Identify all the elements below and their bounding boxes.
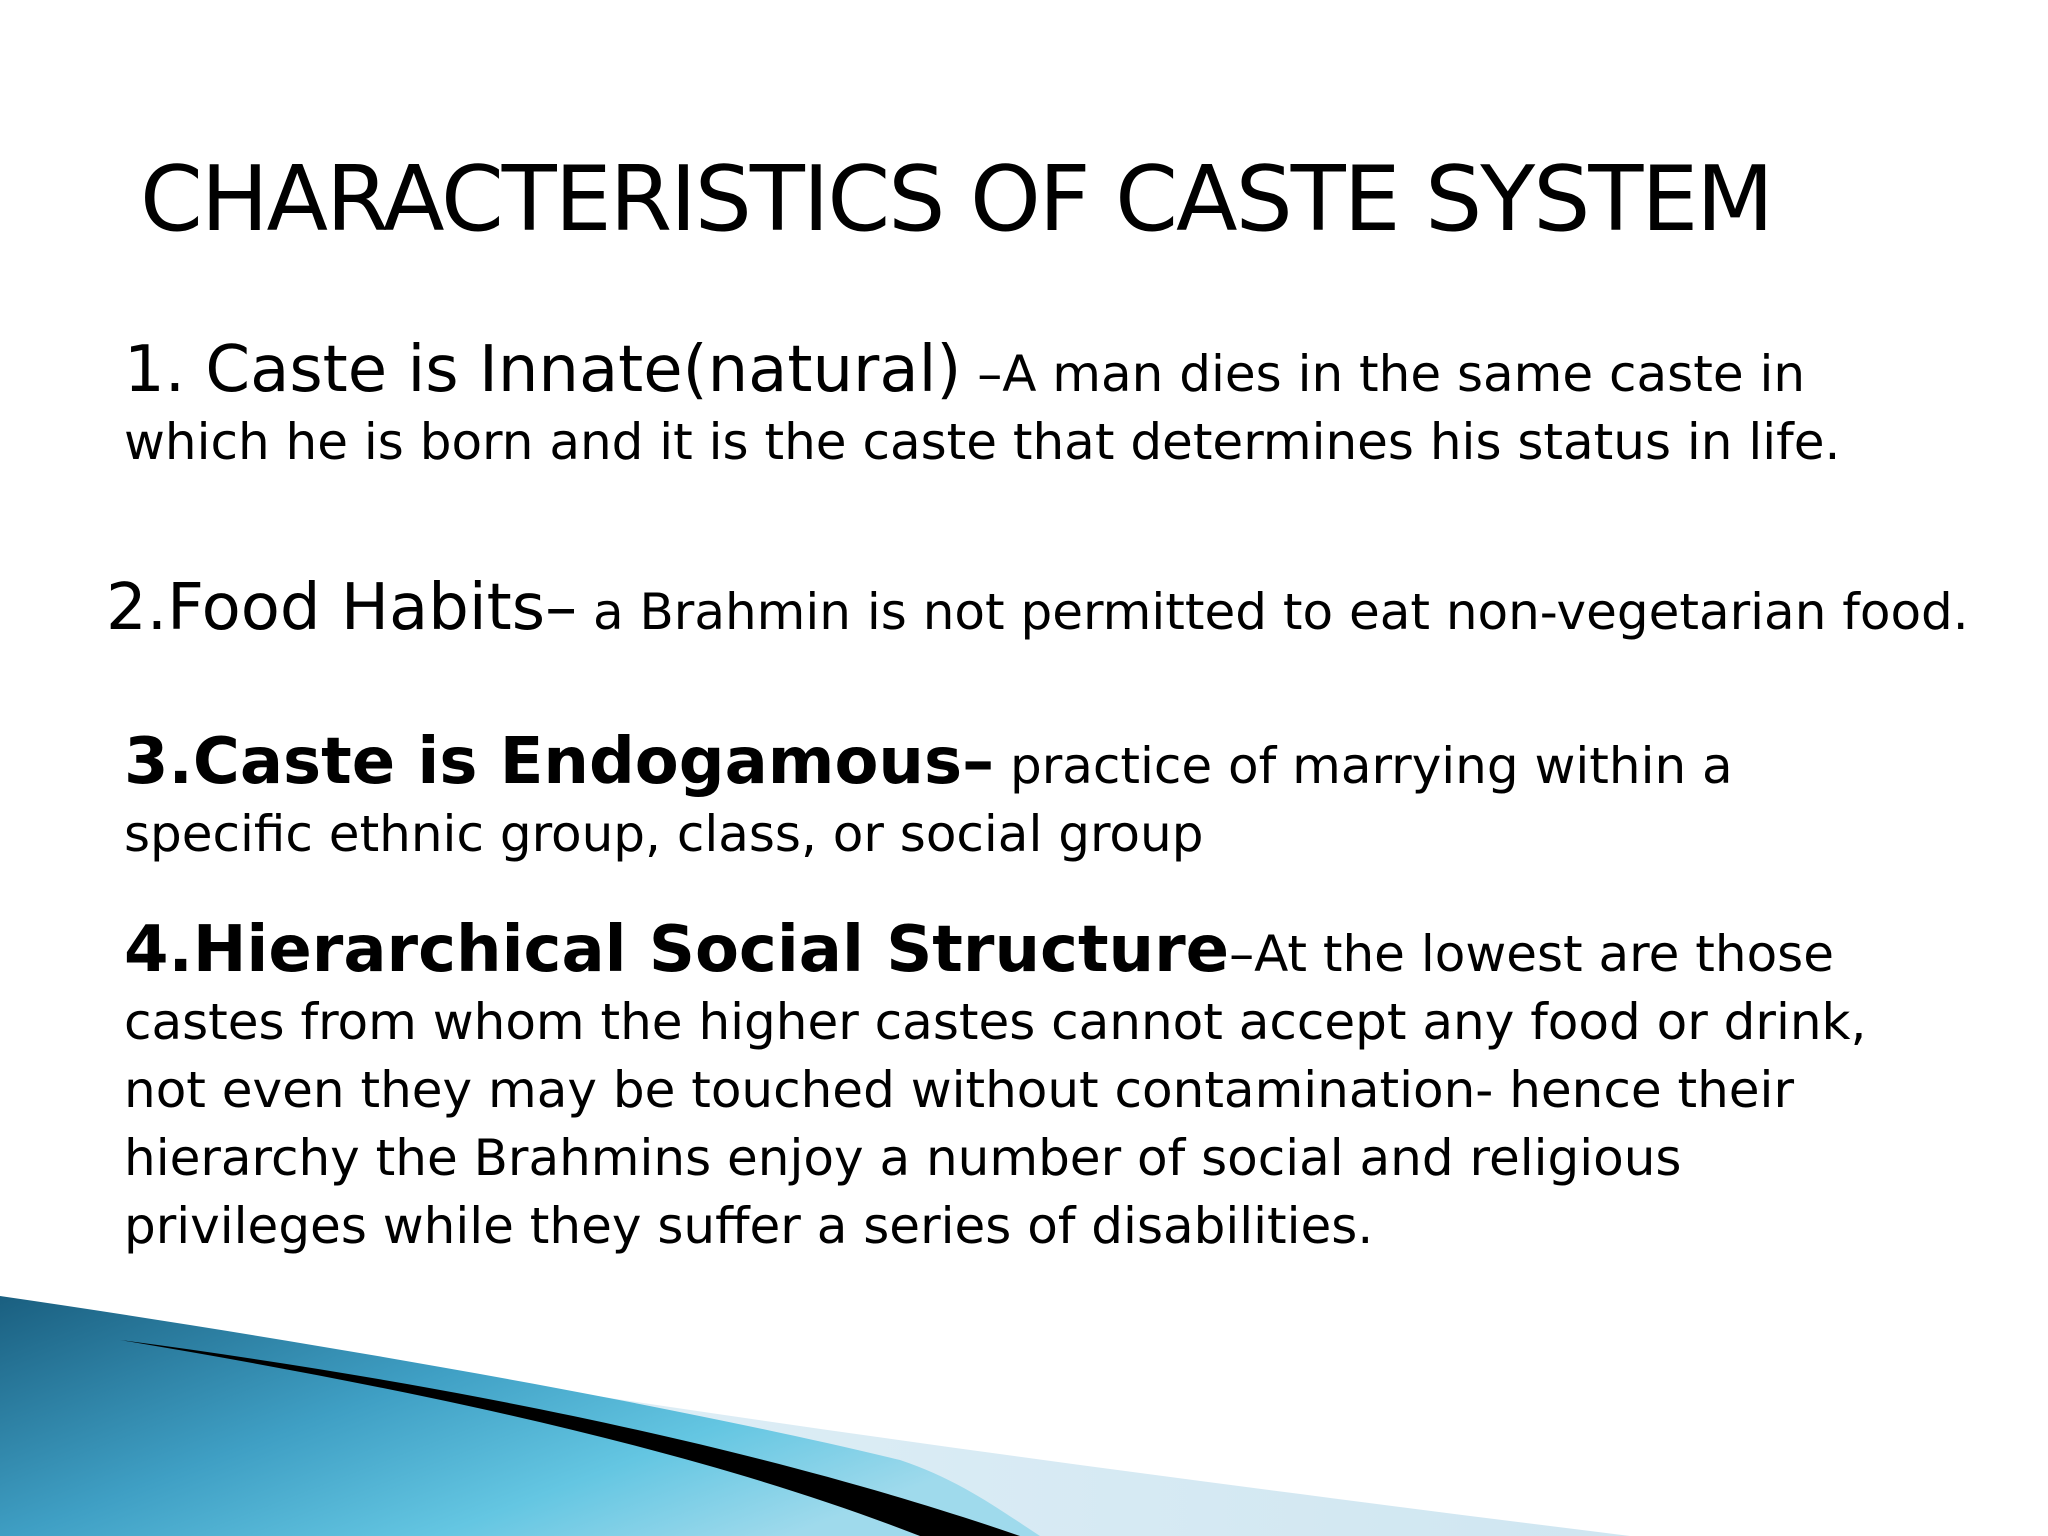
- point-heading: 2.Food Habits–: [106, 571, 578, 645]
- point-heading: 1. Caste is Innate(natural): [124, 333, 962, 407]
- point-text: practice of marrying within a specific ethnic group, class, or social group: [124, 737, 1733, 863]
- point-text: –At the lowest are those castes from whom the higher castes cannot accept any food or drink, not even they may be touched without contamination- hence their hierarchy the Brahmins enjoy a number of social and religious privileges while they suffer a series of disabilities.: [124, 925, 1867, 1255]
- point-endogamous: [124, 725, 1924, 868]
- point-text: a Brahmin is not permitted to eat non-vegetarian food.: [577, 583, 1969, 641]
- point-food-habits: [106, 571, 2026, 646]
- point-heading: 3.Caste is Endogamous–: [124, 725, 995, 799]
- point-caste-innate: [124, 333, 1924, 476]
- point-heading: 4.Hierarchical Social Structure: [124, 913, 1230, 987]
- point-text: –A man dies in the same caste in which he is born and it is the caste that determines his status in life.: [124, 345, 1841, 471]
- point-hierarchical-structure: [124, 913, 1924, 1260]
- slide-title: CHARACTERISTICS OF CASTE SYSTEM: [140, 147, 1772, 252]
